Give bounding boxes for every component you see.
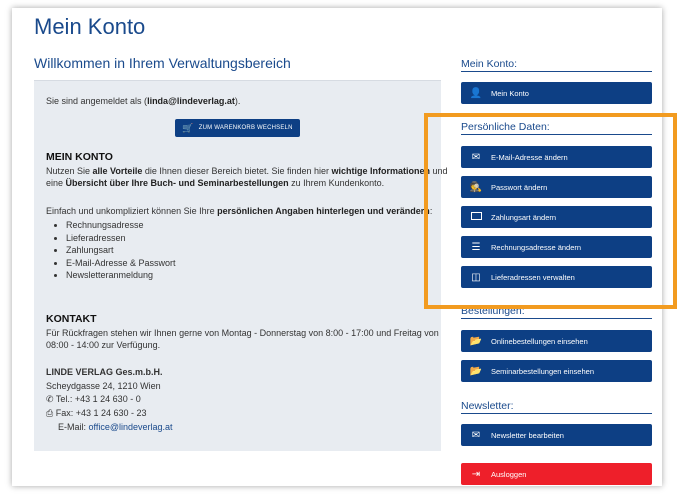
edit-info-text: Einfach und unkompliziert können Sie Ihre persönlichen Angaben hinterlegen und verändern:	[46, 206, 433, 216]
list-item: • Lieferadressen	[66, 232, 176, 245]
divider	[461, 71, 652, 72]
account-info-panel	[34, 80, 448, 451]
sidebar-heading-orders: Bestellungen:	[461, 305, 525, 317]
seminar-orders-button[interactable]: 📂 Seminarbestellungen einsehen	[461, 360, 652, 382]
change-billing-address-button[interactable]: ☰ Rechnungsadresse ändern	[461, 236, 652, 258]
columns-icon: ◫	[471, 271, 481, 283]
list-item: • Newsletteranmeldung	[66, 269, 176, 282]
section-heading-mein-konto: MEIN KONTO	[46, 151, 113, 163]
manage-delivery-addresses-button[interactable]: ◫ Lieferadressen verwalten	[461, 266, 652, 288]
list-item: • E-Mail-Adresse & Passwort	[66, 257, 176, 270]
fax-icon: ⎙	[46, 408, 54, 418]
phone-line: ✆ Tel.: +43 1 24 630 - 0	[46, 394, 141, 404]
list-item: • Rechnungsadresse	[66, 219, 176, 232]
folder-open-icon: 📂	[469, 335, 483, 347]
highlight-box	[424, 113, 677, 309]
change-payment-button[interactable]: Zahlungsart ändern	[461, 206, 652, 228]
fax-line: ⎙ Fax: +43 1 24 630 - 23	[46, 408, 147, 418]
user-icon: 👤	[469, 87, 483, 99]
newsletter-edit-button[interactable]: ✉ Newsletter bearbeiten	[461, 424, 652, 446]
online-orders-button[interactable]: 📂 Onlinebestellungen einsehen	[461, 330, 652, 352]
page-title: Mein Konto	[34, 14, 146, 39]
sign-out-icon: ⇥	[471, 468, 481, 480]
user-secret-icon: 🕵	[469, 181, 483, 193]
sidebar-heading-personal: Persönliche Daten:	[461, 121, 550, 133]
intro-text-line-1: Nutzen Sie alle Vorteile die Ihnen dieser Bereich bietet. Sie finden hier wichtige Informationen und	[46, 166, 448, 176]
divider	[461, 318, 652, 319]
divider	[461, 413, 652, 414]
folder-open-icon: 📂	[469, 365, 483, 377]
sidebar-heading-newsletter: Newsletter:	[461, 400, 514, 412]
feature-list	[46, 219, 176, 282]
section-heading-kontakt: KONTAKT	[46, 313, 97, 325]
change-email-button[interactable]: ✉ E-Mail-Adresse ändern	[461, 146, 652, 168]
email-line: E-Mail: office@lindeverlag.at	[58, 422, 173, 432]
server-icon: ☰	[471, 241, 481, 253]
cart-icon: 🛒	[182, 122, 194, 133]
intro-text-line-2: eine Übersicht über Ihre Buch- und Seminarbestellungen zu Ihrem Kundenkonto.	[46, 178, 385, 188]
envelope-icon: ✉	[471, 429, 481, 441]
company-address: Scheydgasse 24, 1210 Wien	[46, 381, 161, 391]
company-name: LINDE VERLAG Ges.m.b.H.	[46, 367, 163, 377]
contact-text-line-1: Für Rückfragen stehen wir Ihnen gerne von Montag - Donnerstag von 8:00 - 17:00 und Freitag von	[46, 328, 439, 338]
email-link[interactable]: office@lindeverlag.at	[88, 422, 173, 432]
login-status: Sie sind angemeldet als (linda@lindeverlag.at).	[46, 96, 241, 106]
logged-in-user: linda@lindeverlag.at	[147, 96, 235, 106]
list-item: • Zahlungsart	[66, 244, 176, 257]
mein-konto-button[interactable]: 👤 Mein Konto	[461, 82, 652, 104]
cart-button[interactable]: 🛒 ZUM WARENKORB WECHSELN	[175, 119, 300, 137]
sidebar-heading-konto: Mein Konto:	[461, 58, 518, 70]
change-password-button[interactable]: 🕵 Passwort ändern	[461, 176, 652, 198]
welcome-heading: Willkommen in Ihrem Verwaltungsbereich	[34, 55, 291, 71]
envelope-icon: ✉	[471, 151, 481, 163]
contact-text-line-2: 08:00 - 14:00 zur Verfügung.	[46, 340, 161, 350]
logout-button[interactable]: ⇥ Ausloggen	[461, 463, 652, 485]
phone-icon: ✆	[46, 394, 54, 404]
